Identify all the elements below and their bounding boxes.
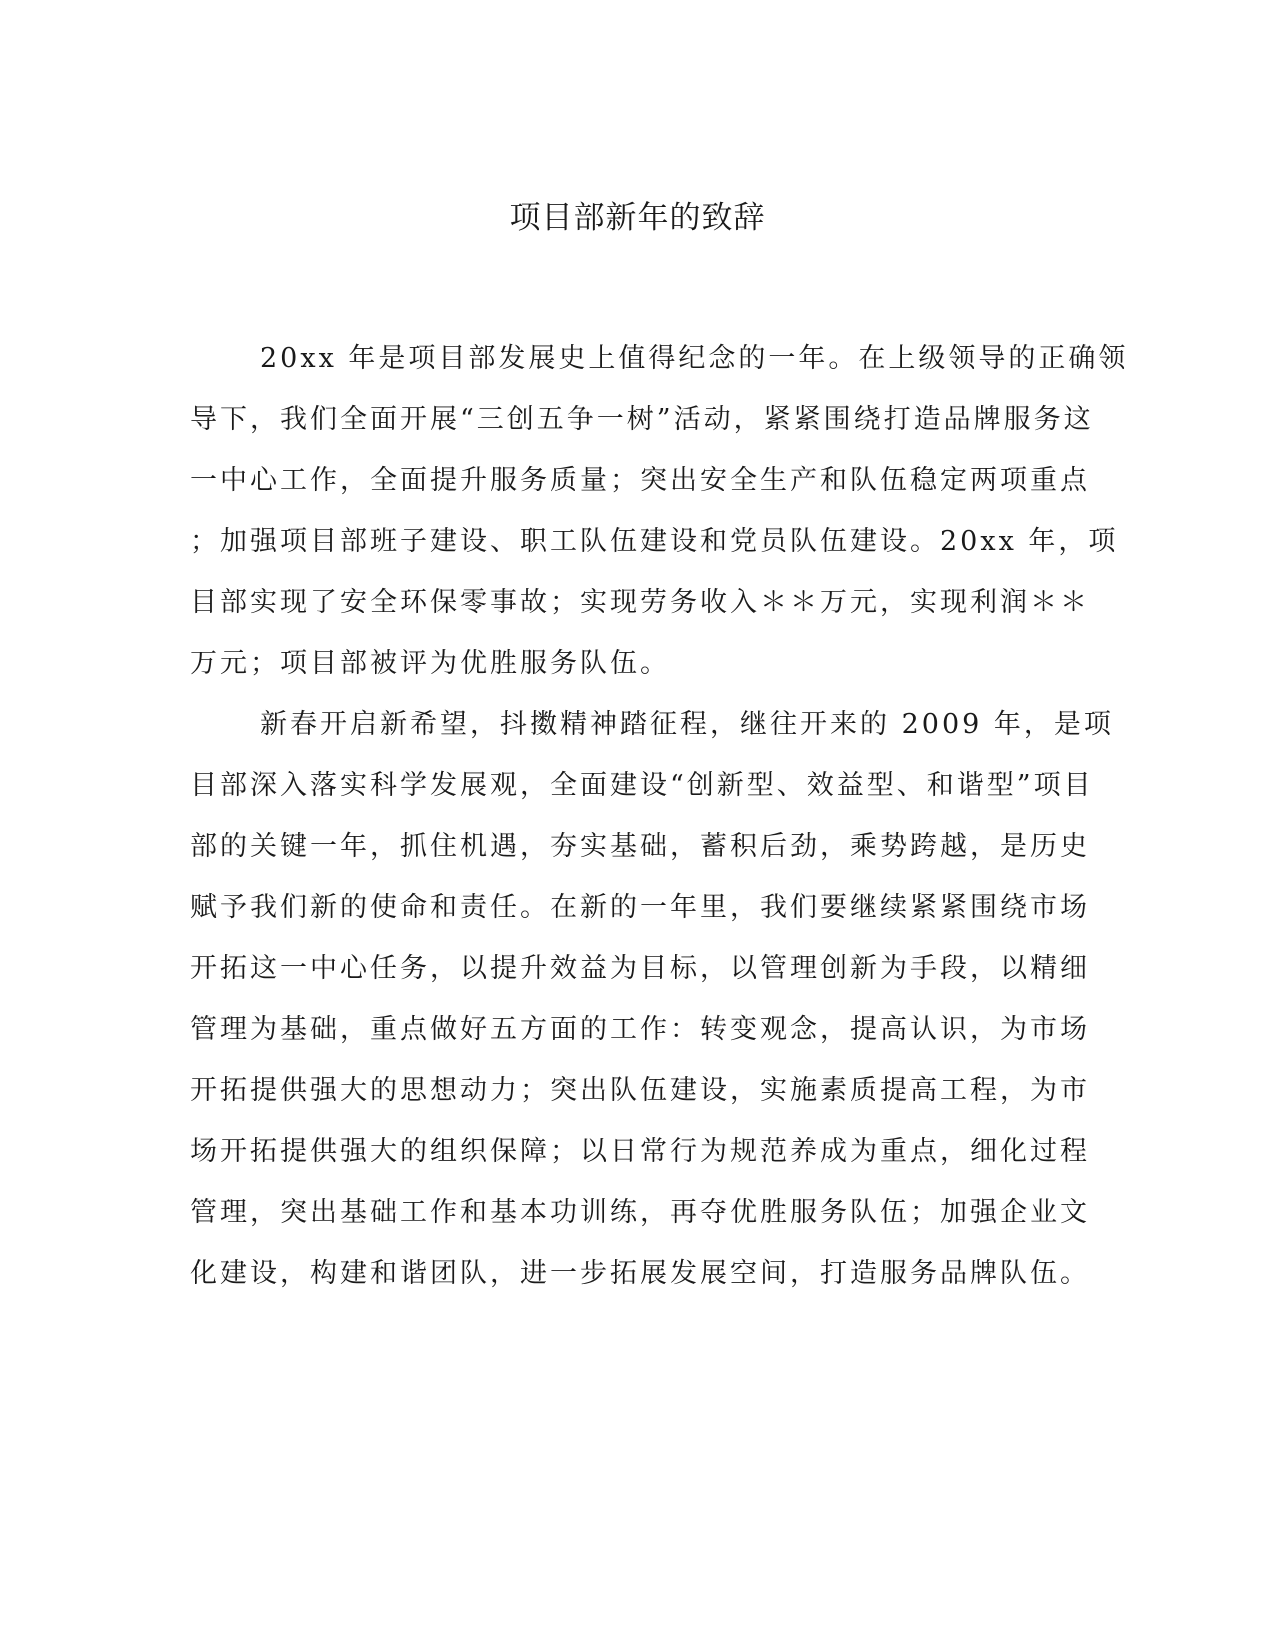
paragraph-line: 赋予我们新的使命和责任。在新的一年里，我们要继续紧紧围绕市场 bbox=[190, 892, 1090, 923]
paragraph-line: 20xx 年是项目部发展史上值得纪念的一年。在上级领导的正确领 bbox=[260, 343, 1129, 374]
paragraph-2 bbox=[190, 694, 1114, 1304]
paragraph-line: 万元；项目部被评为优胜服务队伍。 bbox=[190, 648, 670, 679]
paragraph-line: 一中心工作，全面提升服务质量；突出安全生产和队伍稳定两项重点 bbox=[190, 465, 1090, 496]
paragraph-line: 开拓这一中心任务，以提升效益为目标，以管理创新为手段，以精细 bbox=[190, 953, 1090, 984]
paragraph-line: 化建设，构建和谐团队，进一步拓展发展空间，打造服务品牌队伍。 bbox=[190, 1258, 1090, 1289]
paragraph-1 bbox=[190, 328, 1129, 694]
paragraph-line: 开拓提供强大的思想动力；突出队伍建设，实施素质提高工程，为市 bbox=[190, 1075, 1090, 1106]
paragraph-line: 场开拓提供强大的组织保障；以日常行为规范养成为重点，细化过程 bbox=[190, 1136, 1090, 1167]
paragraph-line: 目部实现了安全环保零事故；实现劳务收入＊＊万元，实现利润＊＊ bbox=[190, 587, 1090, 618]
document-body bbox=[190, 328, 1129, 1304]
paragraph-line: 部的关键一年，抓住机遇，夯实基础，蓄积后劲，乘势跨越，是历史 bbox=[190, 831, 1090, 862]
paragraph-line: 管理，突出基础工作和基本功训练，再夺优胜服务队伍；加强企业文 bbox=[190, 1197, 1090, 1228]
paragraph-line: 目部深入落实科学发展观，全面建设“创新型、效益型、和谐型”项目 bbox=[190, 770, 1094, 801]
paragraph-line: 新春开启新希望，抖擞精神踏征程，继往开来的 2009 年，是项 bbox=[260, 709, 1114, 740]
paragraph-line: ；加强项目部班子建设、职工队伍建设和党员队伍建设。20xx 年，项 bbox=[190, 526, 1119, 557]
paragraph-line: 导下，我们全面开展“三创五争一树”活动，紧紧围绕打造品牌服务这 bbox=[190, 404, 1094, 435]
paragraph-line: 管理为基础，重点做好五方面的工作：转变观念，提高认识，为市场 bbox=[190, 1014, 1090, 1045]
document-title: 项目部新年的致辞 bbox=[509, 200, 766, 236]
